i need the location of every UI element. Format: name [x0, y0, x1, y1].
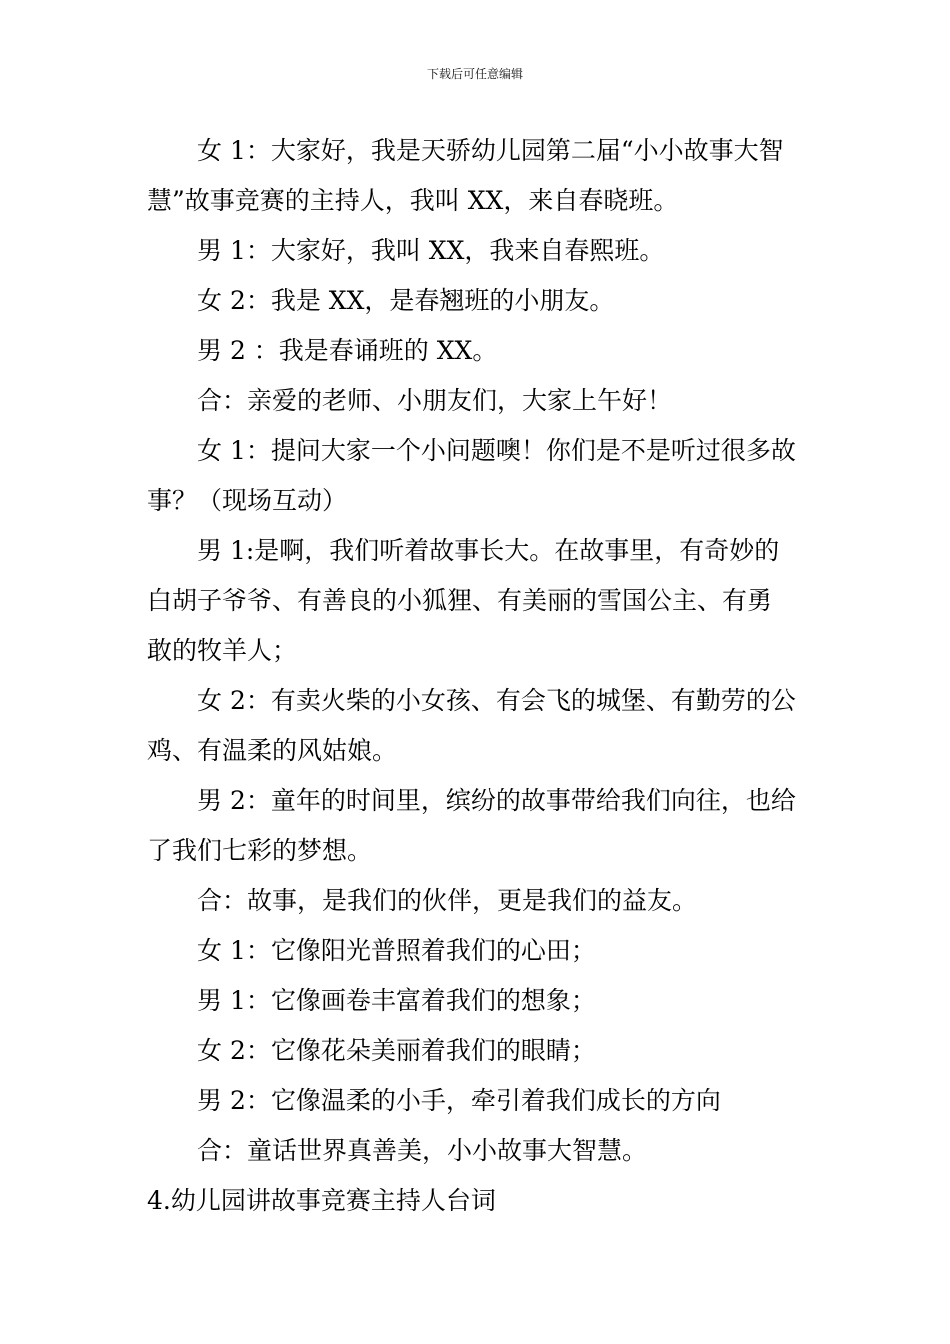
page-header: 下载后可任意编辑 — [426, 67, 523, 81]
text-line: 合：故事，是我们的伙伴，更是我们的益友。 — [197, 886, 698, 915]
paragraph — [147, 326, 811, 376]
text-line: 女 1：提问大家一个小问题噢！你们是不是听过很多故 — [197, 436, 796, 465]
text-line: 女 2：有卖火柴的小女孩、有会飞的城堡、有勤劳的公 — [197, 686, 796, 715]
text-line: 鸡、有温柔的风姑娘。 — [147, 736, 398, 765]
text-line: 敢的牧羊人； — [147, 636, 298, 665]
text-line: 女 1：它像阳光普照着我们的心田； — [197, 936, 596, 965]
paragraph — [147, 976, 811, 1026]
paragraph — [147, 276, 811, 326]
paragraph — [147, 776, 811, 876]
paragraph — [147, 226, 811, 276]
paragraph — [147, 676, 811, 776]
text-line: 男 1：大家好，我叫 XX，我来自春熙班。 — [197, 236, 665, 265]
paragraph — [147, 1126, 811, 1176]
text-line: 女 2：它像花朵美丽着我们的眼睛； — [197, 1036, 596, 1065]
text-line: 白胡子爷爷、有善良的小狐狸、有美丽的雪国公主、有勇 — [147, 586, 773, 615]
paragraph — [147, 526, 811, 676]
text-line: 合：亲爱的老师、小朋友们，大家上午好！ — [197, 386, 673, 415]
text-line: 女 2：我是 XX，是春翘班的小朋友。 — [197, 286, 615, 315]
text-line: 女 1：大家好，我是天骄幼儿园第二届“小小故事大智 — [197, 136, 784, 165]
section-heading: 4.幼儿园讲故事竞赛主持人台词 — [147, 1186, 496, 1215]
text-line: 合：童话世界真善美，小小故事大智慧。 — [197, 1136, 648, 1165]
paragraph — [147, 1026, 811, 1076]
paragraph — [147, 926, 811, 976]
text-line: 男 1:是啊，我们听着故事长大。在故事里，有奇妙的 — [197, 536, 780, 565]
text-line: 事？（现场互动） — [147, 486, 348, 515]
paragraph — [147, 376, 811, 426]
text-line: 男 2 ：我是春诵班的 XX。 — [197, 336, 498, 365]
text-line: 慧”故事竞赛的主持人，我叫 XX，来自春晓班。 — [147, 186, 679, 215]
paragraph — [147, 126, 811, 226]
paragraph — [147, 1076, 811, 1126]
text-line: 男 1：它像画卷丰富着我们的想象； — [197, 986, 596, 1015]
text-line: 男 2：它像温柔的小手，牵引着我们成长的方向 — [197, 1086, 721, 1115]
paragraph — [147, 876, 811, 926]
text-line: 男 2：童年的时间里，缤纷的故事带给我们向往，也给 — [197, 786, 796, 815]
text-line: 了我们七彩的梦想。 — [147, 836, 373, 865]
document-body — [147, 126, 811, 1226]
paragraph — [147, 426, 811, 526]
